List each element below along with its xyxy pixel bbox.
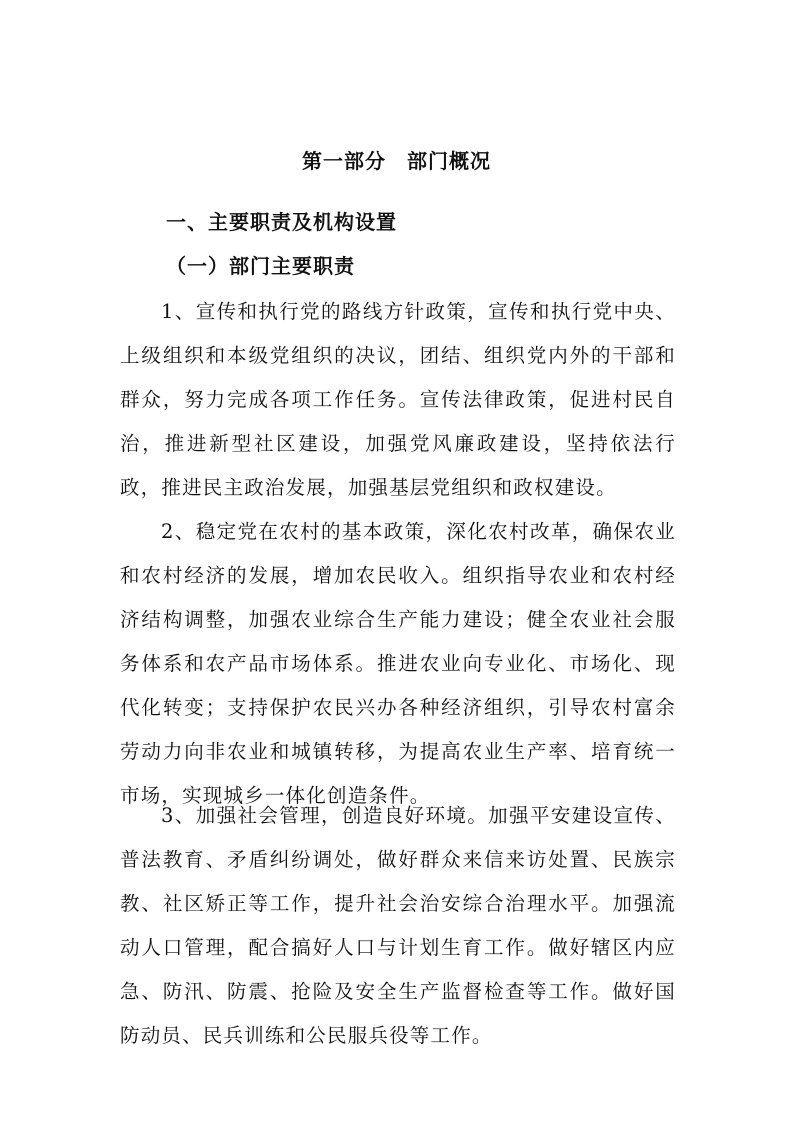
section-heading: 一、主要职责及机构设置 <box>166 210 397 234</box>
paragraph-duty-3: 3、加强社会管理，创造良好环境。加强平安建设宣传、普法教育、矛盾纠纷调处，做好群众来信来访处置、民族宗教、社区矫正等工作，提升社会治安综合治理水平。加强流动人口管理，配合搞好人口与计划生育工作。做好辖区内应急、防汛、防震、抢险及安全生产监督检查等工作。做好国防动员、民兵训练和公民服兵役等工作。 <box>120 804 676 1047</box>
part-title: 第一部分 部门概况 <box>302 149 491 173</box>
paragraph-duty-2: 2、稳定党在农村的基本政策，深化农村改革，确保农业和农村经济的发展，增加农民收入。组织指导农业和农村经济结构调整，加强农业综合生产能力建设；健全农业社会服务体系和农产品市场体系。推进农业向专业化、市场化、现代化转变；支持保护农民兴办各种经济组织，引导农村富余劳动力向非农业和城镇转移，为提高农业生产率、培育统一市场，实现城乡一体化创造条件。 <box>120 520 676 807</box>
sub-heading: （一）部门主要职责 <box>166 254 355 278</box>
paragraph-duty-1: 1、宣传和执行党的路线方针政策，宣传和执行党中央、上级组织和本级党组织的决议，团结、组织党内外的干部和群众，努力完成各项工作任务。宣传法律政策，促进村民自治，推进新型社区建设，加强党风廉政建设，坚持依法行政，推进民主政治发展，加强基层党组织和政权建设。 <box>120 300 676 499</box>
